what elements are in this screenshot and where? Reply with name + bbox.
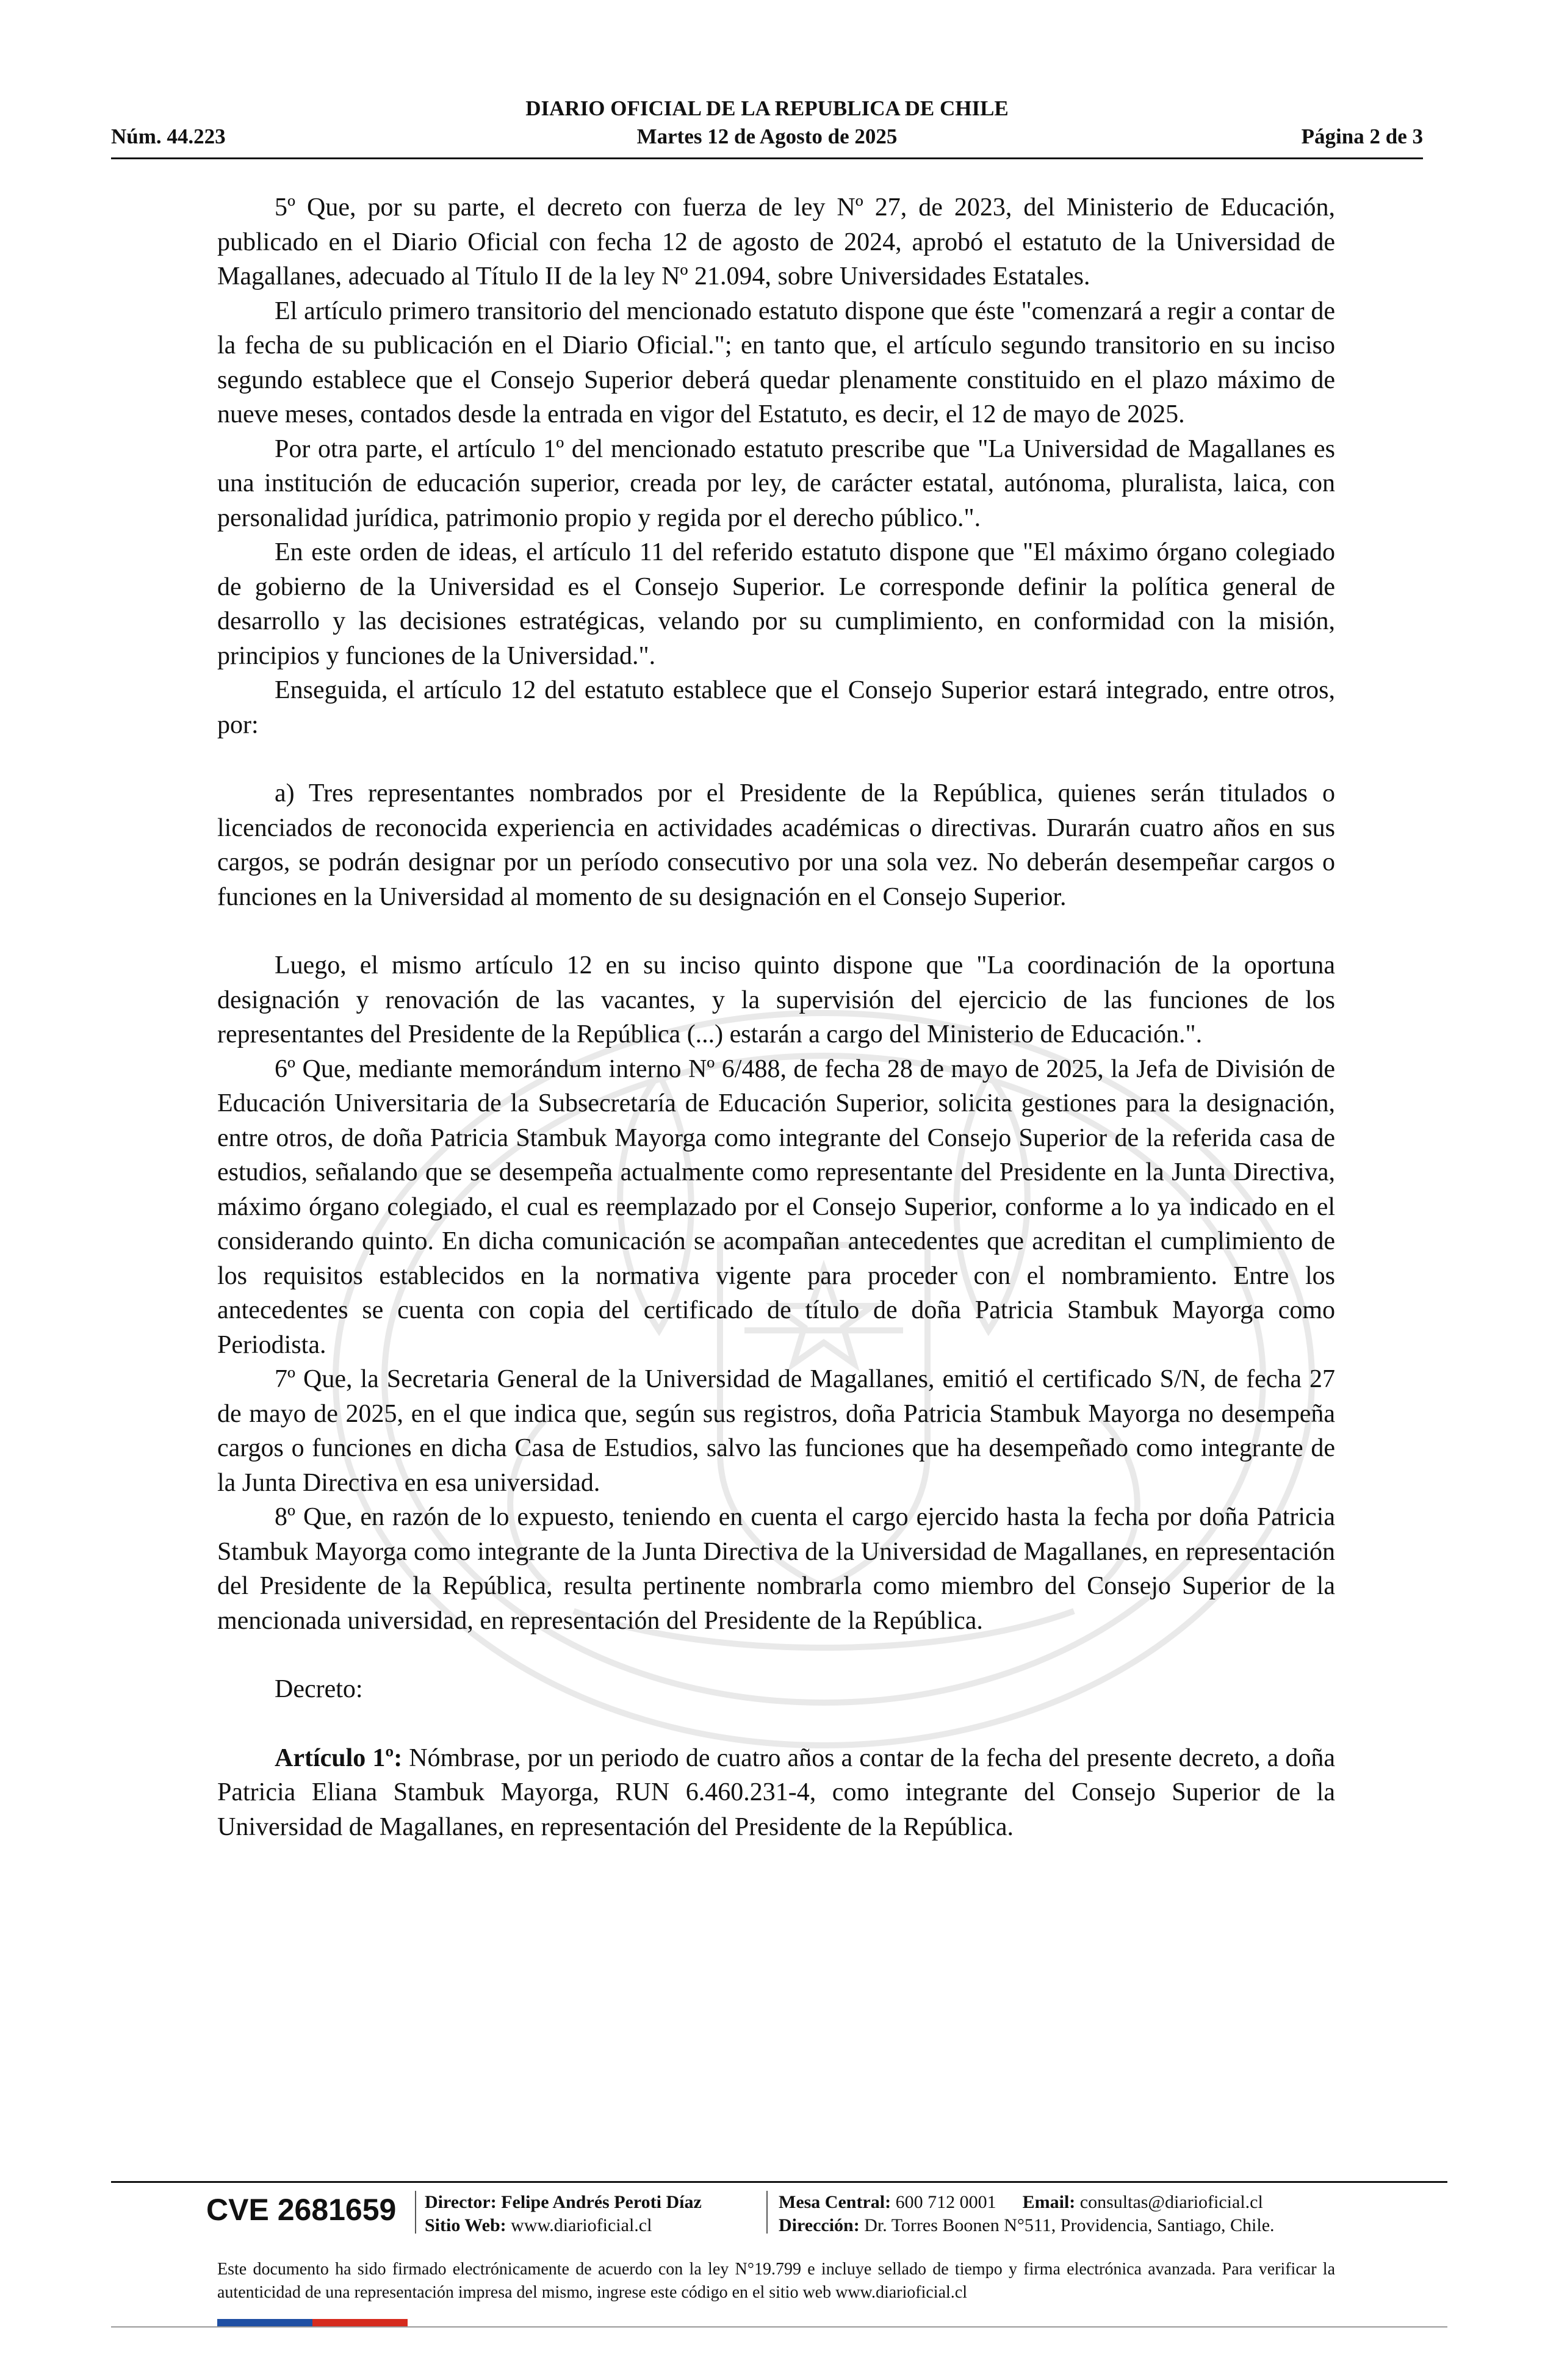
document-body: [217, 190, 1335, 1844]
bottom-divider: [111, 2326, 1447, 2328]
paragraph-transitorio: El artículo primero transitorio del mencionado estatuto dispone que éste "comenzará a regir a contar de la fecha de su publicación en el Diario Oficial."; en tanto que, el artículo segundo transitorio en su inciso segundo establece que el Consejo Superior deberá quedar plenamente constituido en el plazo máximo de nueve meses, contados desde la entrada en vigor del Estatuto, es decir, el 12 de mayo de 2025.: [217, 297, 1335, 428]
address-value: Dr. Torres Boonen N°511, Providencia, Santiago, Chile.: [864, 2215, 1275, 2235]
director-label: Director:: [425, 2192, 497, 2212]
flag-color-bar: [217, 2319, 408, 2326]
mesa-label: Mesa Central:: [779, 2192, 891, 2212]
paragraph-considerando-6: 6º Que, mediante memorándum interno Nº 6/488, de fecha 28 de mayo de 2025, la Jefa de División de Educación Universitaria de la Subsecretaría de Educación Superior, solicita gestiones para la designación, entre otros, de doña Patricia Stambuk Mayorga como integrante del Consejo Superior de la referida casa de estudios, señalando que se desempeña actualmente como representante del Presidente en la Junta Directiva, máximo órgano colegiado, el cual es reemplazado por el Consejo Superior, conforme a lo ya indicado en el considerando quinto. En dicha comunicación se acompañan antecedentes que acreditan el cumplimiento de los requisitos establecidos en la normativa vigente para proceder con el nombramiento. Entre los antecedentes se cuenta con copia del certificado de título de doña Patricia Stambuk Mayorga como Periodista.: [217, 1055, 1335, 1359]
paragraph-considerando-7: 7º Que, la Secretaria General de la Universidad de Magallanes, emitió el certificado S/N, de fecha 27 de mayo de 2025, en el que indica que, según sus registros, doña Patricia Stambuk Mayorga no desempeña cargos o funciones en dicha Casa de Estudios, salvo las funciones que ha desempeñado como integrante de la Junta Directiva en esa universidad.: [217, 1365, 1335, 1497]
page-header: [111, 93, 1423, 157]
legal-notice: Este documento ha sido firmado electrónicamente de acuerdo con la ley N°19.799 e incluye sellado de tiempo y firma electrónica avanzada. Para verificar la autenticidad de una representación impresa del mismo, ingrese este código en el sitio web www.diarioficial.cl: [217, 2260, 1335, 2302]
paragraph-articulo-12: Enseguida, el artículo 12 del estatuto establece que el Consejo Superior estará integrado, entre otros, por:: [217, 676, 1335, 739]
flag-red-segment: [312, 2319, 408, 2326]
spacer: [217, 1638, 1335, 1672]
gazette-title: DIARIO OFICIAL DE LA REPUBLICA DE CHILE: [525, 96, 1009, 120]
article-1-label: Artículo 1º:: [275, 1744, 403, 1772]
paragraph-inciso-quinto: Luego, el mismo artículo 12 en su inciso quinto dispone que "La coordinación de la oportuna designación y renovación de las vacantes, y la supervisión del ejercicio de las funciones de los representantes del Presidente de la República (...) estarán a cargo del Ministerio de Educación.".: [217, 951, 1335, 1048]
spacer: [217, 742, 1335, 776]
footer-separator: [415, 2191, 416, 2234]
website-link[interactable]: www.diarioficial.cl: [511, 2215, 652, 2235]
issue-number: Núm. 44.223: [111, 124, 226, 148]
footer-address: [779, 2214, 1275, 2237]
issue-date: Martes 12 de Agosto de 2025: [636, 124, 898, 148]
address-label: Dirección:: [779, 2215, 860, 2235]
paragraph-articulo-1: Por otra parte, el artículo 1º del mencionado estatuto prescribe que "La Universidad de Magallanes es una institución de educación superior, creada por ley, de carácter estatal, autónoma, pluralista, laica, con personalidad jurídica, patrimonio propio y regida por el derecho público.".: [217, 435, 1335, 532]
page-indicator: Página 2 de 3: [1301, 124, 1423, 148]
footer-director: [425, 2191, 702, 2214]
mesa-value: 600 712 0001: [895, 2192, 996, 2212]
article-1: [217, 1741, 1335, 1845]
footer-divider: [111, 2181, 1447, 2183]
footer-mesa-central: [779, 2191, 1263, 2214]
paragraph-articulo-11: En este orden de ideas, el artículo 11 del referido estatuto dispone que "El máximo órgano colegiado de gobierno de la Universidad es el Consejo Superior. Le corresponde definir la política general de desarrollo y las decisiones estratégicas, velando por su cumplimiento, en conformidad con la misión, principios y funciones de la Universidad.".: [217, 538, 1335, 670]
paragraph-considerando-5: 5º Que, por su parte, el decreto con fuerza de ley Nº 27, de 2023, del Ministerio de Educación, publicado en el Diario Oficial con fecha 12 de agosto de 2024, aprobó el estatuto de la Universidad de Magallanes, adecuado al Título II de la ley Nº 21.094, sobre Universidades Estatales.: [217, 193, 1335, 290]
paragraph-quote-a: a) Tres representantes nombrados por el Presidente de la República, quienes serán titulados o licenciados de reconocida experiencia en actividades académicas o directivas. Durarán cuatro años en sus cargos, se podrán designar por un período consecutivo por una sola vez. No deberán desempeñar cargos o funciones en la Universidad al momento de su designación en el Consejo Superior.: [217, 779, 1335, 911]
spacer: [217, 1707, 1335, 1741]
article-1-text: Nómbrase, por un periodo de cuatro años a contar de la fecha del presente decreto, a doña Patricia Eliana Stambuk Mayorga, RUN 6.460.231-4, como integrante del Consejo Superior de la Universidad de Magallanes, en representación del Presidente de la República.: [217, 1744, 1335, 1841]
cve-code: CVE 2681659: [206, 2193, 397, 2227]
director-value: Felipe Andrés Peroti Díaz: [501, 2192, 702, 2212]
website-label: Sitio Web:: [425, 2215, 506, 2235]
email-label: Email:: [1022, 2192, 1076, 2212]
spacer: [217, 914, 1335, 948]
email-link[interactable]: consultas@diarioficial.cl: [1079, 2192, 1263, 2212]
flag-blue-segment: [217, 2319, 312, 2326]
header-divider: [111, 157, 1423, 159]
paragraph-considerando-8: 8º Que, en razón de lo expuesto, teniendo en cuenta el cargo ejercido hasta la fecha por doña Patricia Stambuk Mayorga como integrante de la Junta Directiva de la Universidad de Magallanes, en representación del Presidente de la República, resulta pertinente nombrarla como miembro del Consejo Superior de la mencionada universidad, en representación del Presidente de la República.: [217, 1503, 1335, 1635]
footer-separator: [766, 2191, 768, 2234]
decreto-heading: Decreto:: [275, 1675, 363, 1703]
footer-website: [425, 2214, 652, 2237]
